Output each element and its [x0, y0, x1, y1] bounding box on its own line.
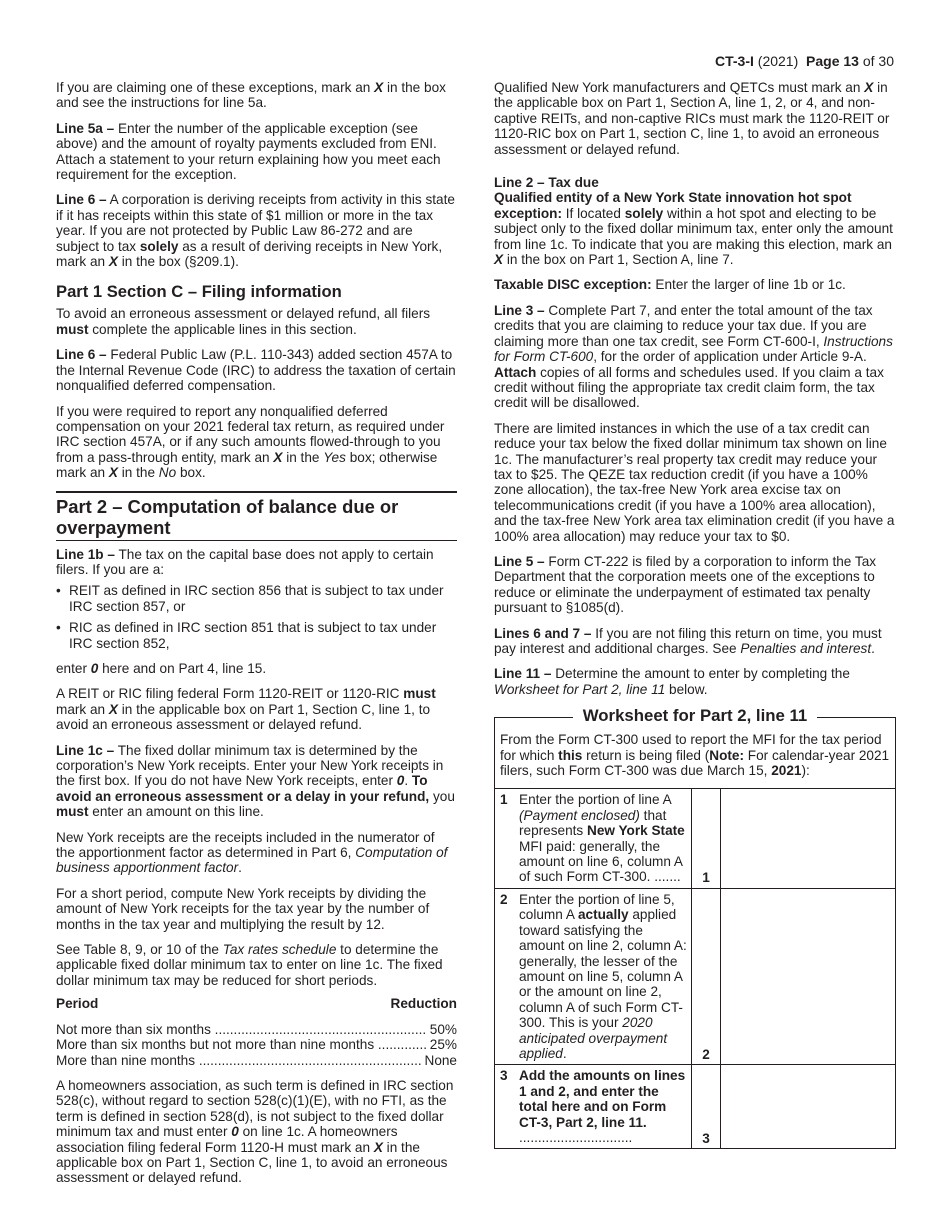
line-number: 3	[691, 1065, 721, 1148]
section-c-457a-paragraph: If you were required to report any nonqualified deferred compensation on your 2021 federal tax return, as required under IRC section 457A, or if any such amounts flowed-through to you from a pass-through entity, mark an X in the Yes box; otherwise mark an X in the No box.	[56, 403, 445, 481]
line-1b-paragraph: Line 1b – The tax on the capital base does not apply to certain filers. If you are a:	[56, 546, 434, 577]
disc-paragraph: Taxable DISC exception: Enter the larger of line 1b or 1c.	[494, 277, 846, 293]
right-column	[494, 80, 896, 1149]
reduction-table-header	[56, 996, 457, 1011]
section-c-intro: To avoid an erroneous assessment or delayed refund, all filers must complete the applicable lines in this section.	[56, 306, 431, 337]
worksheet-row-2: 2 Enter the portion of line 5, column A actually applied toward satisfying the amount on line 2, column A: generally, the lesser of the amount on line 5, column A or the amount on line 2, column A of such Form CT-300. This is your 2020 anticipated overpayment applied. 2	[495, 889, 895, 1065]
worksheet-intro: From the Form CT-300 used to report the MFI for the tax period for which this return is being filed (Note: For calendar-year 2021 filers, such Form CT-300 was due March 15, 2021):	[495, 718, 895, 789]
worksheet-row-1: 1 Enter the portion of line A (Payment enclosed) that represents New York State MFI paid: generally, the amount on line 6, column A of such Form CT-300. ....... 1	[495, 789, 895, 888]
page-header	[715, 54, 894, 69]
hot-spot-paragraph: Qualified entity of a New York State innovation hot spot exception: If located solely within a hot spot and electing to be subject only to the fixed dollar minimum tax, enter only the amount from line 1c. To indicate that you are making this election, mark an X in the box on Part 1, Section A, line 7.	[494, 190, 893, 268]
period-header: Period	[56, 996, 99, 1012]
reit-ric-paragraph: A REIT or RIC filing federal Form 1120-REIT or 1120-RIC must mark an X in the applicable box on Part 1, Section C, line 1, to avoid an erroneous assessment or delayed refund.	[56, 686, 436, 733]
reit-ric-list	[56, 583, 457, 651]
tax-rates-paragraph: See Table 8, 9, or 10 of the Tax rates schedule to determine the applicable fixed dollar minimum tax to enter on line 1c. The fixed dollar minimum tax may be reduced for short periods.	[56, 942, 443, 988]
line-number: 2	[691, 889, 721, 1064]
line-2-heading: Line 2 – Tax due	[494, 175, 599, 191]
worksheet-row-3: 3 Add the amounts on lines 1 and 2, and enter the total here and on Form CT-3, Part 2, line 11. .............................. 3	[495, 1065, 895, 1148]
amount-field-line-2[interactable]	[721, 889, 895, 1064]
line-11-paragraph: Line 11 – Determine the amount to enter by completing the Worksheet for Part 2, line 11 below.	[494, 666, 850, 697]
exceptions-paragraph: If you are claiming one of these exceptions, mark an X in the box and see the instructions for line 5a.	[56, 80, 446, 111]
left-column	[56, 80, 457, 1196]
list-item: • REIT as defined in IRC section 856 that is subject to tax under IRC section 857, or	[56, 583, 457, 614]
ny-receipts-paragraph: New York receipts are the receipts included in the numerator of the apportionment factor as determined in Part 6, Computation of business apportionment factor.	[56, 829, 448, 876]
manufacturers-paragraph: Qualified New York manufacturers and QETCs must mark an X in the applicable box on Part 1, Section A, line 1, 2, or 4, and non-captive REITs, and non-captive RICs must mark the 1120-REIT or 1120-RIC box on Part 1, section C, line 1, to avoid an erroneous assessment or delayed refund.	[494, 80, 890, 157]
line-1c-paragraph: Line 1c – The fixed dollar minimum tax is determined by the corporation’s New York receipts. Enter your New York receipts in the first box. If you do not have New York receipts, enter 0. To avoid an erroneous assessment or a delay in your refund, you must enter an amount on this line.	[56, 742, 455, 820]
line-5-paragraph: Line 5 – Form CT-222 is filed by a corporation to inform the Tax Department that the corporation meets one of the exceptions to reduce or eliminate the underpayment of estimated tax penalty pursuant to §1085(d).	[494, 553, 877, 616]
table-row: More than nine months ..... None	[56, 1053, 457, 1068]
line-5a-paragraph: Line 5a – Enter the number of the applicable exception (see above) and the amount of royalty payments excluded from ENI. Attach a statement to your return explaining how you meet each requirement for the exception.	[56, 120, 441, 183]
form-id: CT-3-I	[715, 53, 754, 69]
amount-field-line-1[interactable]	[721, 789, 895, 887]
lines-6-7-paragraph: Lines 6 and 7 – If you are not filing this return on time, you must pay interest and additional charges. See Penalties and interest.	[494, 625, 882, 656]
table-row: More than six months but not more than nine months ..... 25%	[56, 1037, 457, 1052]
table-row: Not more than six months ..... 50%	[56, 1022, 457, 1037]
limited-instances-paragraph: There are limited instances in which the use of a tax credit can reduce your tax below the fixed dollar minimum tax shown on line 1c. The manufacturer’s real property tax credit may reduce your tax to $25. The QEZE tax reduction credit (if you have a 100% zone allocation), the tax-free New York area excise tax on telecommunications credit (if you have a 100% area allocation), and the tax-free New York area tax elimination credit (if you have a 100% area allocation) may reduce your tax to $0.	[494, 420, 895, 544]
homeowners-paragraph: A homeowners association, as such term is defined in IRC section 528(c), without regard to section 528(c)(1)(E), with no FTI, as the term is defined in section 528(d), is not subject to the fixed dollar minimum tax and must enter 0 on line 1c. A homeowners association filing federal Form 1120-H must mark an X in the applicable box on Part 1, Section C, line 1, to avoid an erroneous assessment or delayed refund.	[56, 1077, 454, 1186]
enter-zero-paragraph: enter 0 here and on Part 4, line 15.	[56, 660, 267, 676]
reduction-header: Reduction	[390, 996, 457, 1012]
amount-field-line-3[interactable]	[721, 1065, 895, 1148]
line-number: 1	[691, 789, 721, 887]
worksheet	[494, 706, 896, 1149]
line-3-paragraph: Line 3 – Complete Part 7, and enter the total amount of the tax credits that you are claiming to reduce your tax due. If you are claiming more than one tax credit, see Form CT-600-I, Instructions for Form CT-600, for the order of application under Article 9-A. Attach copies of all forms and schedules used. If you claim a tax credit without filing the appropriate tax credit claim form, the tax credit will be disallowed.	[494, 302, 893, 411]
section-c-heading: Part 1 Section C – Filing information	[56, 282, 342, 302]
list-item: • RIC as defined in IRC section 851 that is subject to tax under IRC section 852,	[56, 620, 457, 651]
line-6-paragraph: Line 6 – A corporation is deriving receipts from activity in this state if it has receipts within this state of $1 million or more in the tax year. If you are not protected by Public Law 86-272 and are subject to tax solely as a result of deriving receipts in New York, mark an X in the box (§209.1).	[56, 192, 455, 270]
worksheet-title: Worksheet for Part 2, line 11	[495, 706, 895, 726]
section-c-line-6: Line 6 – Federal Public Law (P.L. 110-343) added section 457A to the Internal Revenue Code (IRC) to address the taxation of certain nonqualified deferred compensation.	[56, 347, 456, 394]
form-year: (2021)	[757, 53, 799, 69]
page-number: Page 13	[806, 53, 859, 69]
part-2-heading: Part 2 – Computation of balance due or overpayment	[56, 491, 457, 541]
page-total: of 30	[862, 53, 894, 69]
short-period-paragraph: For a short period, compute New York receipts by dividing the amount of New York receipts for the tax year by the number of months in the tax year and multiplying the result by 12.	[56, 885, 430, 932]
reduction-table	[56, 1022, 457, 1068]
